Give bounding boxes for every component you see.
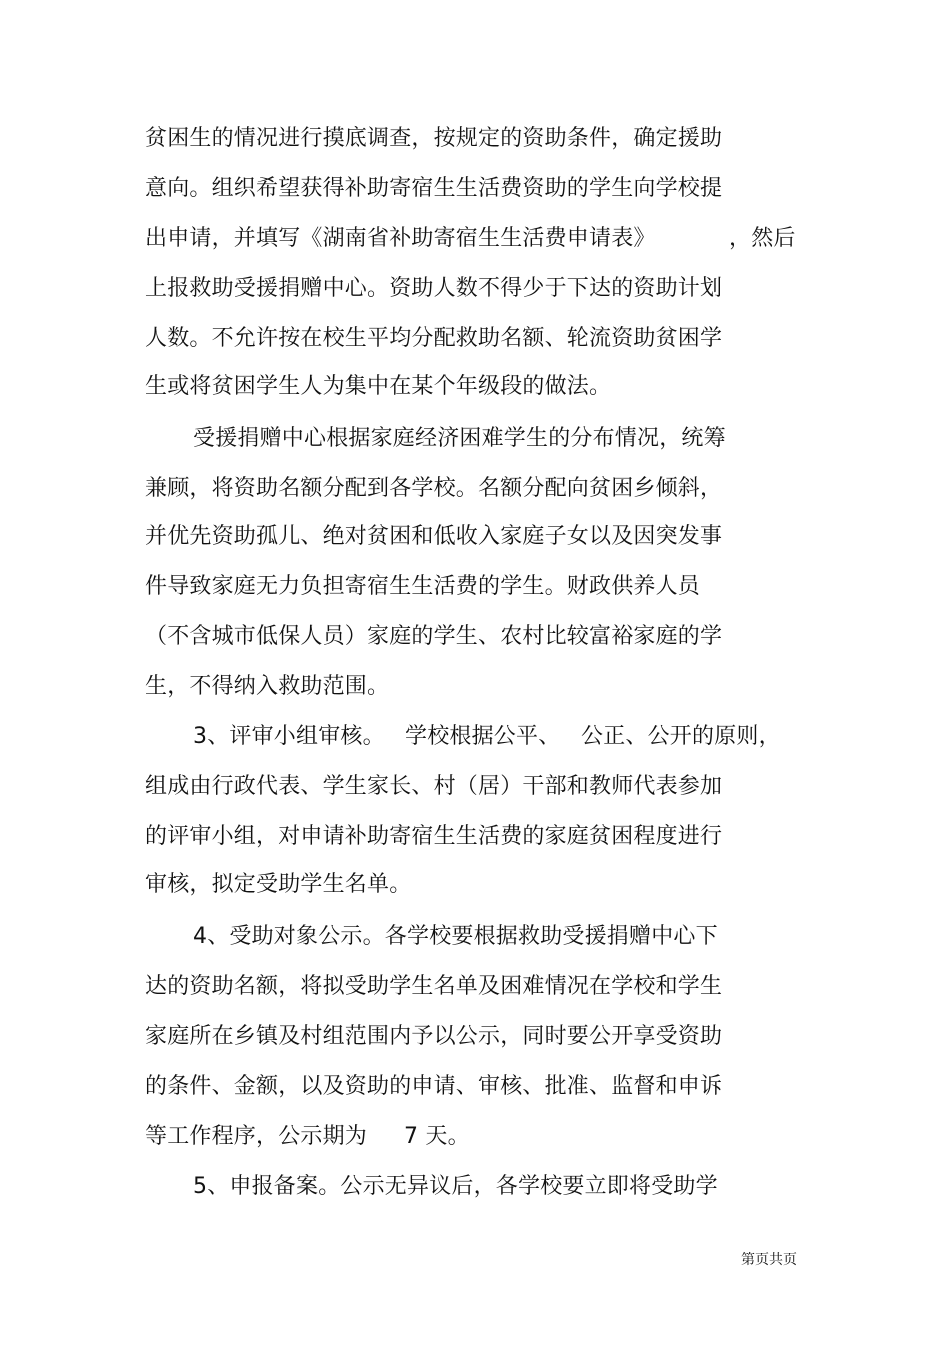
text-line: 上报救助受援捐赠中心。资助人数不得少于下达的资助计划	[145, 276, 723, 301]
text-line-fragment: 公正、公开的原则，	[581, 724, 781, 749]
text-line-fragment: ，然后	[729, 226, 796, 251]
text-line: 人数。不允许按在校生平均分配救助名额、轮流资助贫困学	[145, 326, 723, 351]
text-line: 件导致家庭无力负担寄宿生生活费的学生。财政供养人员	[145, 574, 701, 599]
text-line: 生，不得纳入救助范围。	[145, 674, 390, 699]
section-heading-4: 4、受助对象公示。各学校要根据救助受援捐赠中心下	[193, 924, 718, 949]
text-line: 组成由行政代表、学生家长、村（居）干部和教师代表参加	[145, 774, 723, 799]
text-line: 并优先资助孤儿、绝对贫困和低收入家庭子女以及因突发事	[145, 524, 723, 549]
page-footer: 第页共页	[741, 1252, 797, 1268]
text-line: 意向。组织希望获得补助寄宿生生活费资助的学生向学校提	[145, 176, 723, 201]
section-heading-5: 5、申报备案。公示无异议后，各学校要立即将受助学	[193, 1174, 718, 1199]
text-line: 家庭所在乡镇及村组范围内予以公示，同时要公开享受资助	[145, 1024, 723, 1049]
section-heading-3: 3、评审小组审核。	[193, 724, 385, 749]
text-line: 审核，拟定受助学生名单。	[145, 872, 412, 897]
text-line: 兼顾，将资助名额分配到各学校。名额分配向贫困乡倾斜，	[145, 476, 723, 501]
text-line: 贫困生的情况进行摸底调查，按规定的资助条件，确定援助	[145, 126, 723, 151]
text-line: 达的资助名额，将拟受助学生名单及困难情况在学校和学生	[145, 974, 723, 999]
text-line: （不含城市低保人员）家庭的学生、农村比较富裕家庭的学	[145, 624, 723, 649]
paragraph-first-line: 受援捐赠中心根据家庭经济困难学生的分布情况，统筹	[193, 426, 726, 451]
text-line: 的条件、金额，以及资助的申请、审核、批准、监督和申诉	[145, 1074, 723, 1099]
text-line-fragment: 7 天。	[404, 1124, 470, 1149]
text-line-fragment: 学校根据公平、	[405, 724, 561, 749]
text-line: 出申请，并填写《湖南省补助寄宿生生活费申请表》	[145, 226, 656, 251]
text-line: 等工作程序，公示期为	[145, 1124, 368, 1149]
text-line: 的评审小组，对申请补助寄宿生生活费的家庭贫困程度进行	[145, 824, 723, 849]
text-line: 生或将贫困学生人为集中在某个年级段的做法。	[145, 374, 612, 399]
